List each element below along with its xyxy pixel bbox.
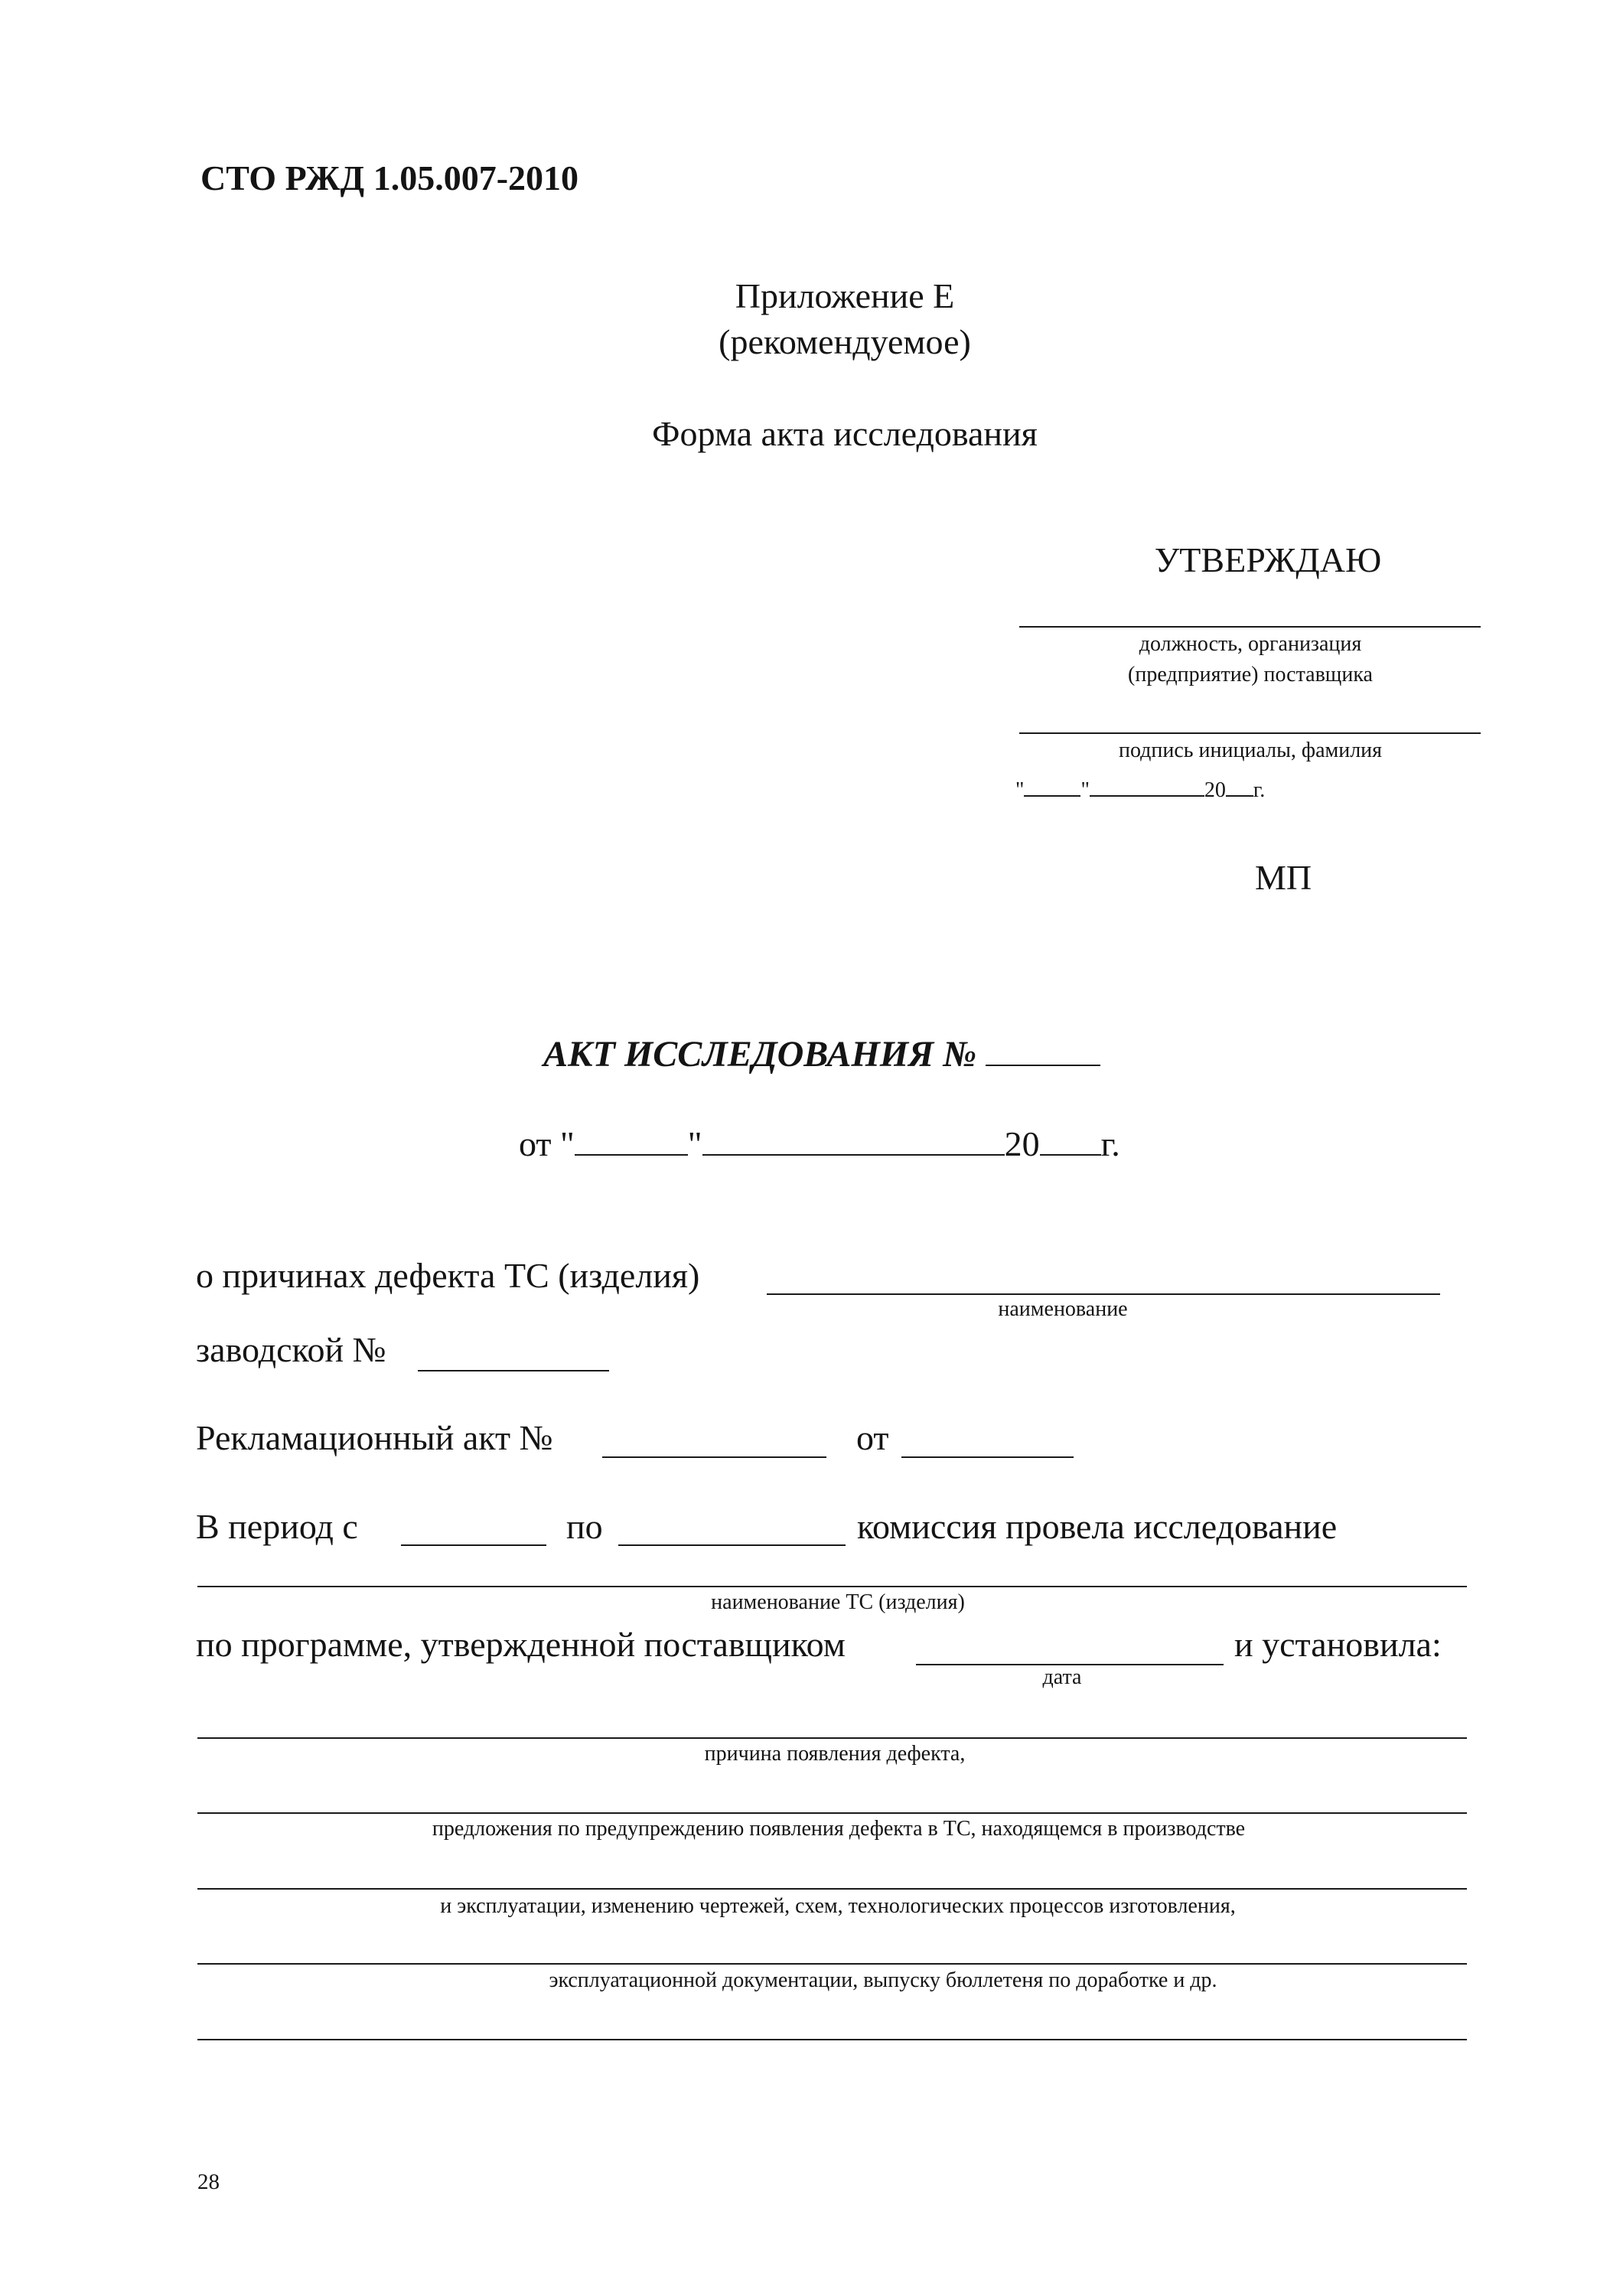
act-day-field[interactable]: [575, 1127, 688, 1156]
claim-from-label: от: [856, 1418, 889, 1457]
signature-line[interactable]: [1019, 732, 1481, 734]
defect-name-field[interactable]: [767, 1293, 1440, 1295]
approval-day-field[interactable]: [1024, 768, 1080, 797]
approval-year-field[interactable]: [1226, 768, 1253, 797]
serial-field[interactable]: [418, 1370, 609, 1371]
cause-field[interactable]: [197, 1737, 1467, 1739]
act-number-field[interactable]: [986, 1034, 1100, 1066]
act-date-quote-close: ": [687, 1124, 702, 1163]
act-date-prefix: от ": [519, 1124, 575, 1163]
position-caption-1: должность, организация: [1139, 632, 1362, 656]
serial-label: заводской №: [196, 1330, 386, 1369]
act-year-suffix: г.: [1100, 1124, 1120, 1163]
defect-caption: наименование: [998, 1297, 1128, 1321]
claim-label: Рекламационный акт №: [196, 1418, 553, 1457]
proposal-field-1[interactable]: [197, 1812, 1467, 1814]
act-date: [519, 1124, 1120, 1164]
appendix-subtitle: (рекомендуемое): [719, 322, 971, 361]
act-year-field[interactable]: [1040, 1127, 1101, 1156]
approval-date-quote-open: ": [1015, 778, 1025, 802]
proposal-field-2[interactable]: [197, 1888, 1467, 1890]
period-start-field[interactable]: [401, 1544, 546, 1546]
proposal-caption-3: эксплуатационной документации, выпуску бюллетеня по доработке и др.: [549, 1968, 1217, 1992]
standard-code: СТО РЖД 1.05.007-2010: [200, 158, 579, 197]
claim-date-field[interactable]: [901, 1456, 1074, 1458]
period-to-label: по: [566, 1507, 603, 1546]
period-label: В период с: [196, 1507, 358, 1546]
approval-year-prefix: 20: [1204, 778, 1226, 802]
act-title: [543, 1033, 1100, 1075]
proposal-caption-1: предложения по предупреждению появления дефекта в ТС, находящемся в производстве: [432, 1817, 1246, 1841]
act-month-field[interactable]: [702, 1127, 1005, 1156]
signature-caption: подпись инициалы, фамилия: [1118, 739, 1383, 762]
act-title-text: АКТ ИССЛЕДОВАНИЯ №: [543, 1034, 977, 1075]
approval-date-quote-close: ": [1080, 778, 1090, 802]
position-caption-2: (предприятие) поставщика: [1128, 663, 1373, 687]
program-end: и установила:: [1234, 1625, 1442, 1664]
position-line[interactable]: [1019, 626, 1481, 628]
form-title: Форма акта исследования: [652, 414, 1038, 453]
stamp-place: МП: [1255, 858, 1312, 897]
approval-month-field[interactable]: [1090, 768, 1204, 797]
proposal-field-3[interactable]: [197, 1963, 1467, 1965]
approval-heading: УТВЕРЖДАЮ: [1154, 540, 1382, 579]
item-caption: наименование ТС (изделия): [711, 1590, 965, 1614]
item-name-field[interactable]: [197, 1586, 1467, 1587]
claim-number-field[interactable]: [602, 1456, 826, 1458]
date-caption: дата: [1042, 1665, 1082, 1689]
cause-caption: причина появления дефекта,: [704, 1742, 966, 1766]
period-end-field[interactable]: [618, 1544, 846, 1546]
program-label: по программе, утвержденной поставщиком: [196, 1625, 846, 1664]
act-year-prefix: 20: [1004, 1124, 1040, 1163]
defect-label: о причинах дефекта ТС (изделия): [196, 1256, 700, 1295]
page-number: 28: [197, 2170, 220, 2194]
proposal-caption-2: и эксплуатации, изменению чертежей, схем, технологических процессов изготовления,: [440, 1894, 1236, 1918]
approval-year-suffix: г.: [1253, 778, 1266, 802]
proposal-field-4[interactable]: [197, 2039, 1467, 2040]
period-text: комиссия провела исследование: [857, 1507, 1338, 1546]
approval-date: [1015, 768, 1265, 803]
appendix-title: Приложение Е: [735, 276, 955, 315]
